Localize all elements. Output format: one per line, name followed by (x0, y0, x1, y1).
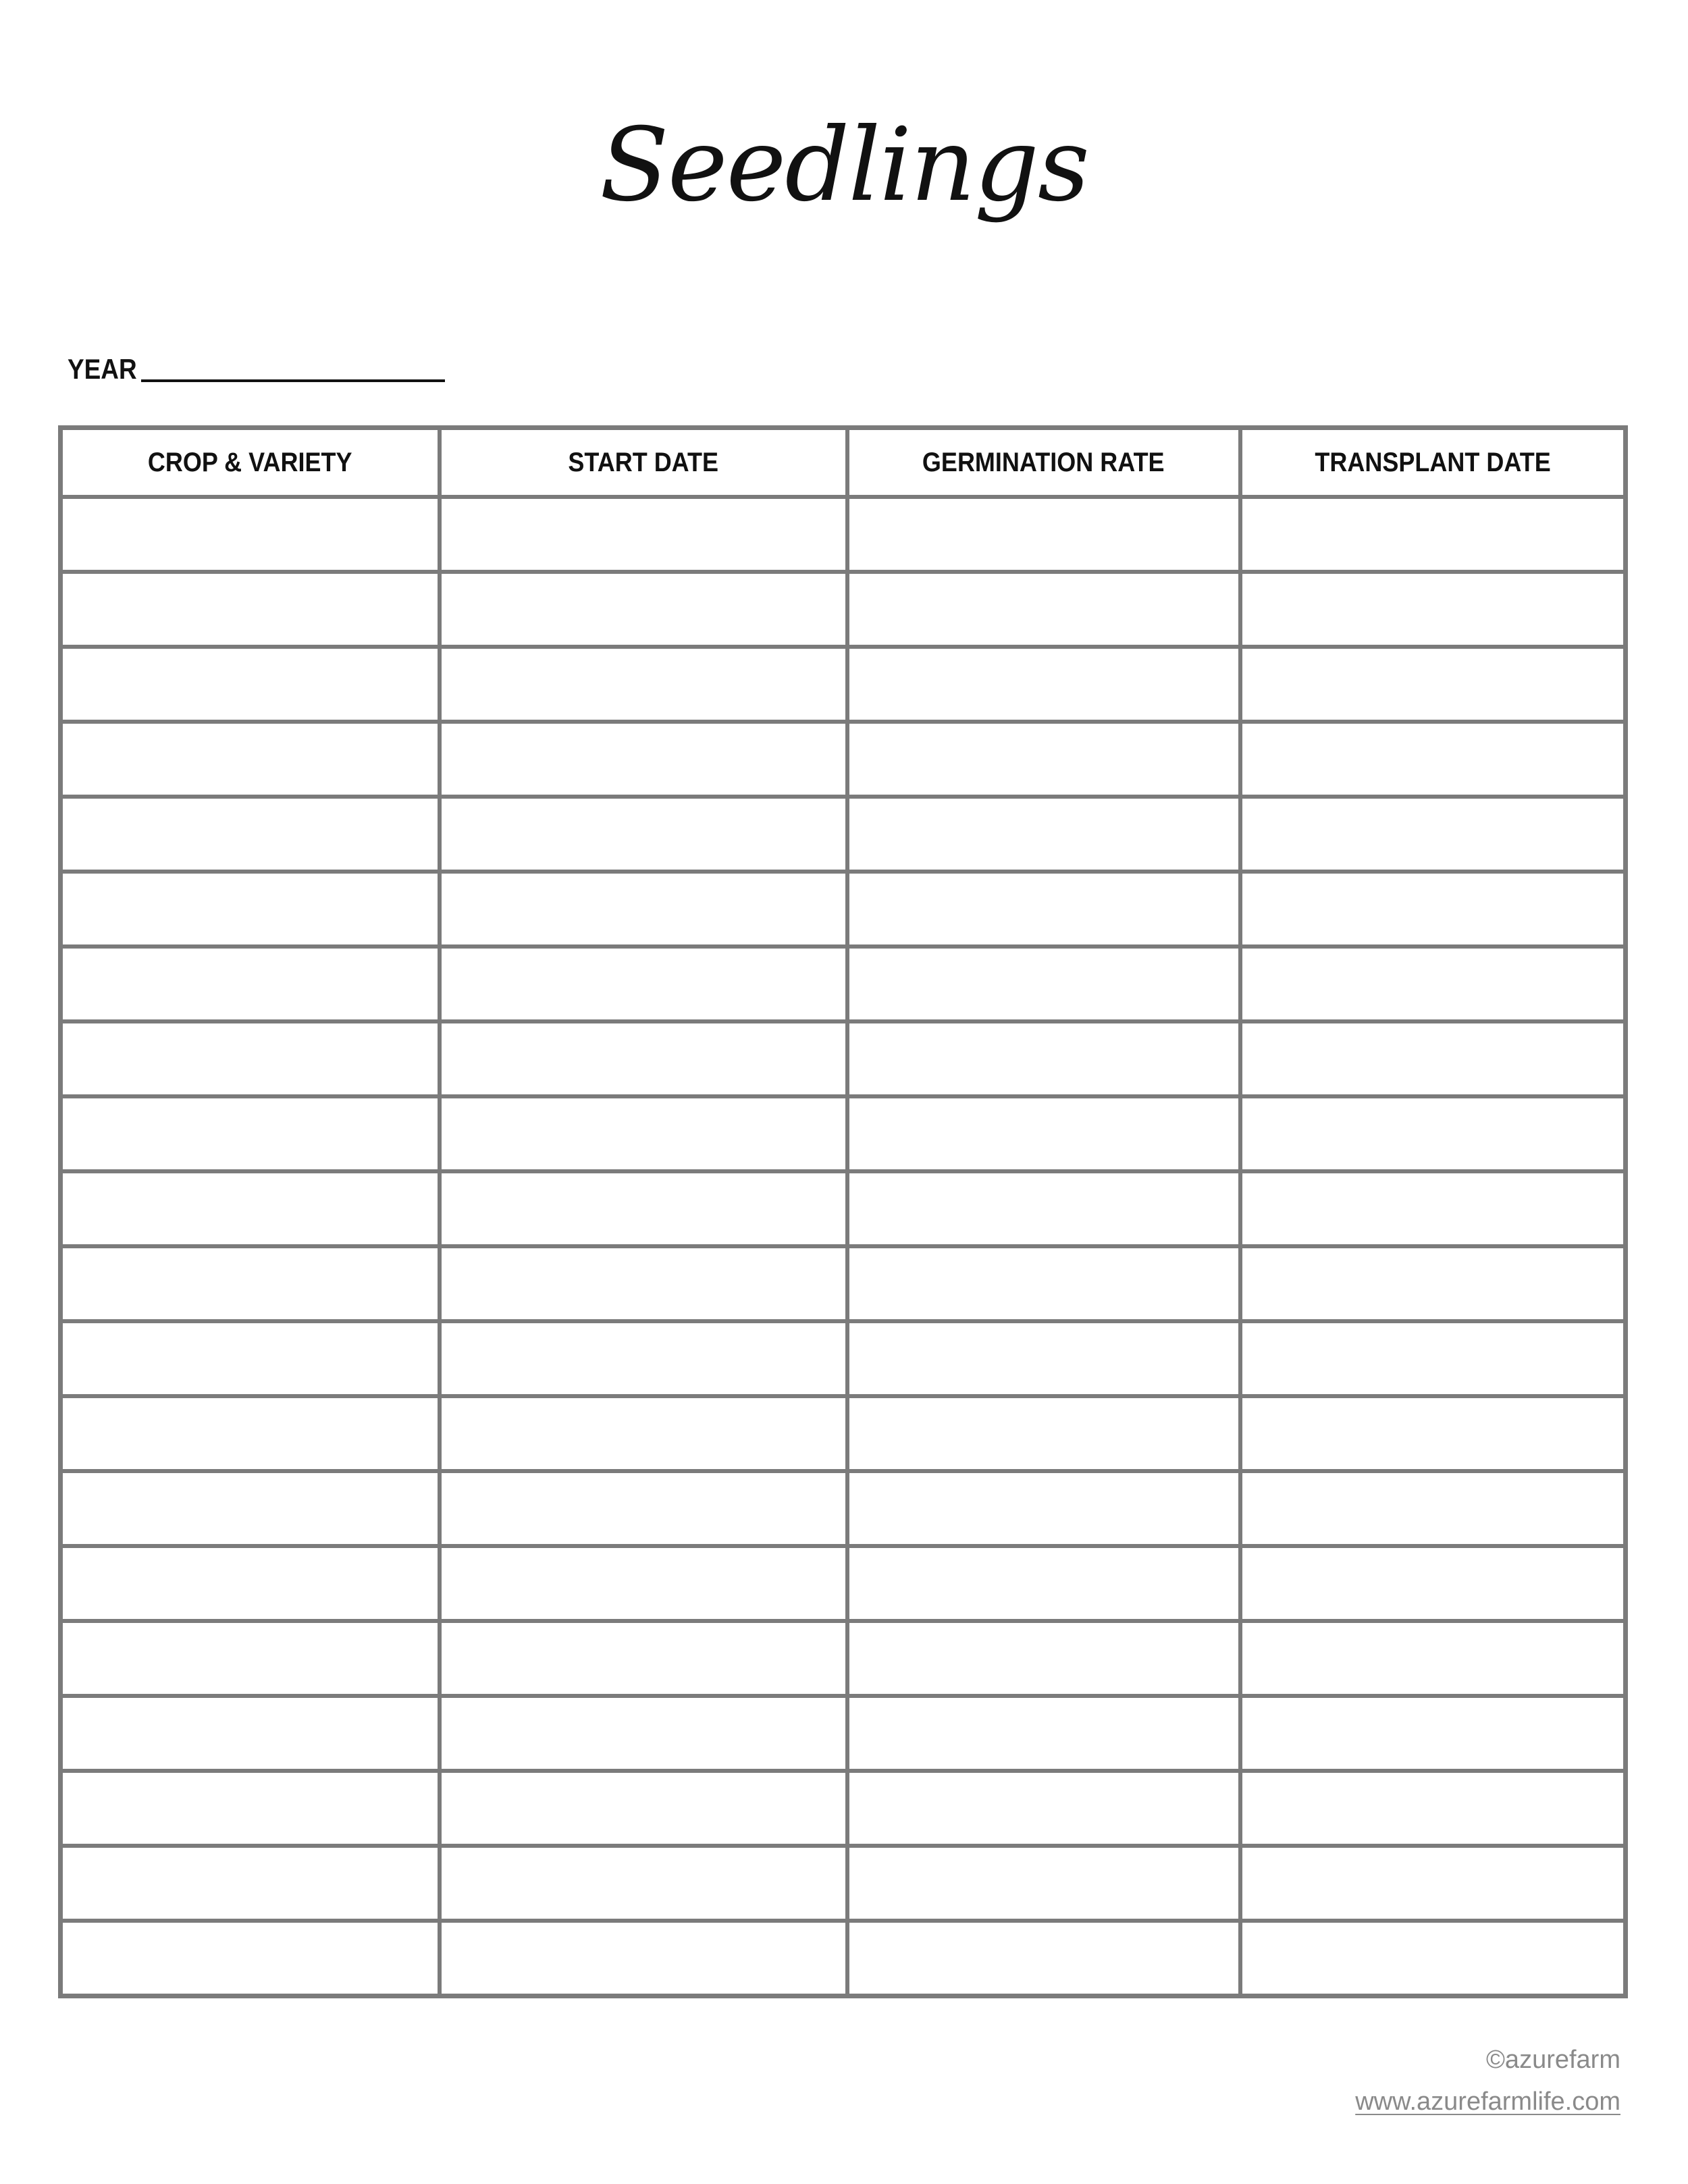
table-cell[interactable] (847, 1846, 1240, 1921)
table-cell[interactable] (847, 1096, 1240, 1171)
table-row (61, 1021, 1626, 1096)
table-cell[interactable] (847, 1021, 1240, 1096)
table-row (61, 1321, 1626, 1396)
table-cell[interactable] (440, 1246, 847, 1321)
table-cell[interactable] (61, 1771, 440, 1846)
table-cell[interactable] (440, 1396, 847, 1471)
table-cell[interactable] (61, 1171, 440, 1246)
table-cell[interactable] (847, 722, 1240, 797)
table-header-row (61, 428, 1626, 498)
column-header-transplant-date: TRANSPLANT DATE (1240, 428, 1626, 498)
table-cell[interactable] (61, 722, 440, 797)
table-row (61, 1621, 1626, 1696)
table-cell[interactable] (61, 1021, 440, 1096)
table-cell[interactable] (61, 647, 440, 722)
table-cell[interactable] (440, 947, 847, 1021)
table-cell[interactable] (847, 1471, 1240, 1546)
page-title: Seedlings (600, 107, 1088, 224)
table-cell[interactable] (440, 647, 847, 722)
table-cell[interactable] (1240, 1246, 1626, 1321)
table-cell[interactable] (61, 1846, 440, 1921)
table-cell[interactable] (847, 872, 1240, 947)
table-row (61, 1696, 1626, 1771)
table-cell[interactable] (61, 872, 440, 947)
table-cell[interactable] (440, 1096, 847, 1171)
table-cell[interactable] (847, 647, 1240, 722)
table-row (61, 797, 1626, 872)
column-header-crop-variety: CROP & VARIETY (61, 428, 440, 498)
table-cell[interactable] (1240, 1021, 1626, 1096)
footer (1355, 2039, 1620, 2123)
table-cell[interactable] (1240, 872, 1626, 947)
table-cell[interactable] (847, 1171, 1240, 1246)
table-cell[interactable] (440, 1321, 847, 1396)
table-cell[interactable] (440, 497, 847, 572)
table-cell[interactable] (1240, 1696, 1626, 1771)
table-row (61, 1471, 1626, 1546)
table-cell[interactable] (440, 1921, 847, 1996)
table-row (61, 497, 1626, 572)
table-cell[interactable] (61, 1696, 440, 1771)
table-cell[interactable] (847, 1771, 1240, 1846)
table-cell[interactable] (1240, 1771, 1626, 1846)
table-row (61, 1096, 1626, 1171)
table-cell[interactable] (1240, 1546, 1626, 1621)
table-cell[interactable] (847, 1621, 1240, 1696)
seedlings-table (58, 425, 1628, 1998)
table-cell[interactable] (440, 722, 847, 797)
table-cell[interactable] (847, 1396, 1240, 1471)
table-cell[interactable] (1240, 1096, 1626, 1171)
table-row (61, 1171, 1626, 1246)
table-cell[interactable] (847, 497, 1240, 572)
table-cell[interactable] (847, 1246, 1240, 1321)
table-cell[interactable] (1240, 1621, 1626, 1696)
table-cell[interactable] (440, 797, 847, 872)
table-cell[interactable] (440, 1021, 847, 1096)
table-cell[interactable] (61, 1546, 440, 1621)
table-cell[interactable] (61, 497, 440, 572)
table-row (61, 1396, 1626, 1471)
table-cell[interactable] (440, 1621, 847, 1696)
table-row (61, 1771, 1626, 1846)
table-row (61, 572, 1626, 647)
table-cell[interactable] (847, 797, 1240, 872)
table-cell[interactable] (1240, 647, 1626, 722)
table-row (61, 1246, 1626, 1321)
table-cell[interactable] (847, 572, 1240, 647)
table-cell[interactable] (61, 1321, 440, 1396)
table-cell[interactable] (1240, 1921, 1626, 1996)
table-cell[interactable] (1240, 1471, 1626, 1546)
table-cell[interactable] (440, 1546, 847, 1621)
table-cell[interactable] (440, 1846, 847, 1921)
table-cell[interactable] (440, 1696, 847, 1771)
table-row (61, 1546, 1626, 1621)
table-cell[interactable] (61, 947, 440, 1021)
table-cell[interactable] (1240, 1396, 1626, 1471)
table-cell[interactable] (847, 1546, 1240, 1621)
table-cell[interactable] (440, 1171, 847, 1246)
year-field (68, 343, 445, 383)
table-row (61, 872, 1626, 947)
table-cell[interactable] (61, 1921, 440, 1996)
table-cell[interactable] (1240, 947, 1626, 1021)
table-cell[interactable] (847, 1921, 1240, 1996)
table-cell[interactable] (847, 947, 1240, 1021)
table-cell[interactable] (1240, 497, 1626, 572)
table-cell[interactable] (61, 1621, 440, 1696)
column-header-germination-rate: GERMINATION RATE (847, 428, 1240, 498)
table-cell[interactable] (61, 1096, 440, 1171)
table-cell[interactable] (440, 1471, 847, 1546)
table-cell[interactable] (1240, 1846, 1626, 1921)
table-cell[interactable] (61, 572, 440, 647)
year-label: YEAR (68, 353, 137, 385)
column-header-start-date: START DATE (440, 428, 847, 498)
year-blank-line[interactable] (141, 379, 445, 382)
copyright-text: ©azurefarm (1485, 2046, 1620, 2074)
table-cell[interactable] (1240, 722, 1626, 797)
table-row (61, 1846, 1626, 1921)
table-cell[interactable] (847, 1321, 1240, 1396)
table-cell[interactable] (1240, 1321, 1626, 1396)
table-cell[interactable] (440, 572, 847, 647)
table-row (61, 947, 1626, 1021)
table-cell[interactable] (61, 1396, 440, 1471)
table-row (61, 722, 1626, 797)
table-cell[interactable] (440, 872, 847, 947)
table-cell[interactable] (61, 1471, 440, 1546)
table-body (61, 497, 1626, 1996)
website-link[interactable]: www.azurefarmlife.com (1355, 2087, 1620, 2116)
table-row (61, 647, 1626, 722)
table-cell[interactable] (61, 797, 440, 872)
table-cell[interactable] (440, 1771, 847, 1846)
table-cell[interactable] (1240, 797, 1626, 872)
table-row (61, 1921, 1626, 1996)
table-cell[interactable] (847, 1696, 1240, 1771)
table-cell[interactable] (1240, 572, 1626, 647)
table-cell[interactable] (1240, 1171, 1626, 1246)
table-cell[interactable] (61, 1246, 440, 1321)
